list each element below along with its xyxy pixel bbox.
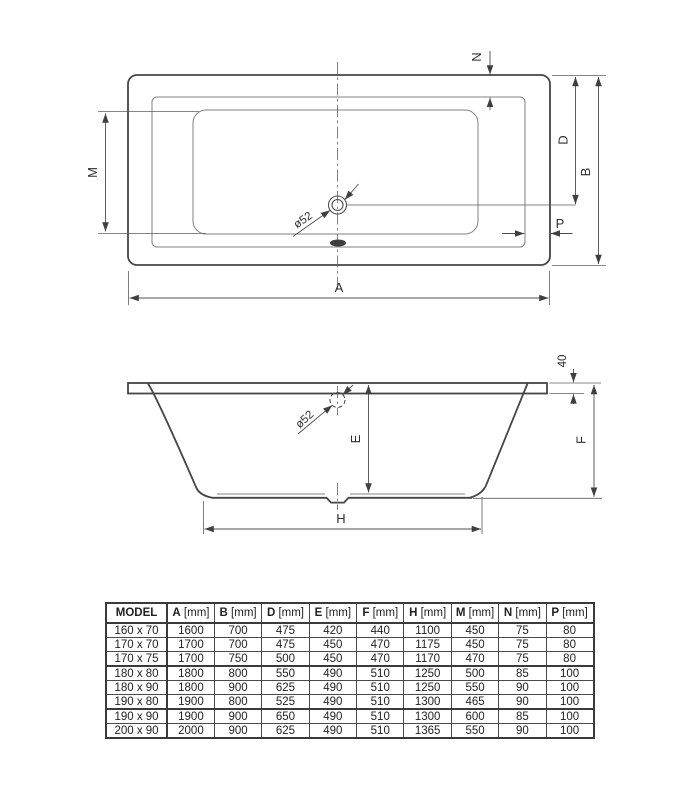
value-cell: 1170 [404,652,451,667]
value-cell: 750 [214,652,261,667]
dim-label-d: D [555,135,571,145]
table-row [106,652,594,667]
value-cell: 450 [451,623,498,638]
dim-label-h: H [336,511,346,526]
col-header-a: A [mm] [167,603,214,623]
value-cell: 700 [214,623,261,638]
value-cell: 490 [309,709,356,724]
table-row [106,724,594,739]
model-cell: 190 x 80 [106,695,167,710]
model-cell: 180 x 90 [106,681,167,695]
dim-label-f: F [573,436,589,444]
col-header-n: N [mm] [499,603,546,623]
value-cell: 420 [309,623,356,638]
value-cell: 75 [499,652,546,667]
col-header-b: B [mm] [214,603,261,623]
value-cell: 490 [309,681,356,695]
value-cell: 475 [262,638,309,652]
top-view [85,51,606,305]
model-cell: 170 x 70 [106,638,167,652]
value-cell: 510 [357,695,404,710]
value-cell: 440 [357,623,404,638]
value-cell: 1900 [167,695,214,710]
value-cell: 75 [499,623,546,638]
value-cell: 75 [499,638,546,652]
value-cell: 80 [546,638,593,652]
value-cell: 490 [309,724,356,739]
value-cell: 1800 [167,681,214,695]
value-cell: 100 [546,724,593,739]
dim-label-m: M [85,167,100,178]
left-wall [148,384,212,498]
dim-label-n: N [469,52,484,62]
value-cell: 900 [214,681,261,695]
col-header-m: M [mm] [451,603,498,623]
value-cell: 510 [357,724,404,739]
table-row [106,623,594,638]
tub-inner-rim [152,97,525,247]
value-cell: 490 [309,666,356,681]
value-cell: 1600 [167,623,214,638]
value-cell: 1250 [404,681,451,695]
value-cell: 1900 [167,709,214,724]
dim-F [473,385,602,498]
dim-D [556,77,576,204]
value-cell: 470 [357,652,404,667]
table-row [106,681,594,695]
dim-M [85,112,206,234]
value-cell: 450 [451,638,498,652]
value-cell: 450 [309,652,356,667]
value-cell: 1100 [404,623,451,638]
value-cell: 450 [309,638,356,652]
col-header-f: F [mm] [357,603,404,623]
value-cell: 800 [214,666,261,681]
value-cell: 80 [546,652,593,667]
value-cell: 1700 [167,638,214,652]
value-cell: 100 [546,695,593,710]
value-cell: 465 [451,695,498,710]
dim-E [348,385,369,493]
dim-drain-diameter [292,184,359,237]
value-cell: 1800 [167,666,214,681]
dim-label-a: A [334,280,344,295]
value-cell: 1300 [404,695,451,710]
value-cell: 90 [499,724,546,739]
value-cell: 500 [451,666,498,681]
value-cell: 1700 [167,652,214,667]
value-cell: 85 [499,666,546,681]
value-cell: 510 [357,681,404,695]
value-cell: 1250 [404,666,451,681]
tub-outer-rim [128,75,550,265]
value-cell: 800 [214,695,261,710]
table-header-row [106,603,594,623]
dim-P [502,216,573,234]
model-cell: 180 x 80 [106,666,167,681]
value-cell: 500 [262,652,309,667]
table-row [106,638,594,652]
value-cell: 490 [309,695,356,710]
value-cell: 470 [357,638,404,652]
value-cell: 550 [451,681,498,695]
col-header-h: H [mm] [404,603,451,623]
value-cell: 475 [262,623,309,638]
col-header-p: P [mm] [546,603,593,623]
value-cell: 510 [357,666,404,681]
drain-diameter-label: ø52 [291,209,315,232]
value-cell: 100 [546,709,593,724]
value-cell: 100 [546,666,593,681]
model-cell: 200 x 90 [106,724,167,739]
table-row [106,666,594,681]
value-cell: 625 [262,724,309,739]
value-cell: 650 [262,709,309,724]
value-cell: 550 [451,724,498,739]
drain [329,196,576,214]
tub-basin [193,110,478,234]
col-header-model: MODEL [106,603,167,623]
value-cell: 2000 [167,724,214,739]
value-cell: 600 [451,709,498,724]
overflow-slot [331,240,346,246]
value-cell: 90 [499,681,546,695]
value-cell: 510 [357,709,404,724]
value-cell: 90 [499,695,546,710]
value-cell: 900 [214,709,261,724]
value-cell: 1300 [404,709,451,724]
value-cell: 1365 [404,724,451,739]
value-cell: 550 [262,666,309,681]
value-cell: 80 [546,623,593,638]
value-cell: 525 [262,695,309,710]
value-cell: 1175 [404,638,451,652]
value-cell: 900 [214,724,261,739]
tub-bottom [212,498,472,503]
col-header-e: E [mm] [309,603,356,623]
model-cell: 170 x 75 [106,652,167,667]
dim-label-e: E [348,434,363,444]
value-cell: 100 [546,681,593,695]
value-cell: 625 [262,681,309,695]
side-view [128,355,602,534]
spec-table [105,602,595,739]
dim-label-b: B [578,167,593,177]
dim-N [469,51,490,110]
value-cell: 700 [214,638,261,652]
overflow-hole [294,385,353,434]
table-row [106,709,594,724]
overflow-diameter-label: ø52 [293,408,317,431]
table-row [106,695,594,710]
model-cell: 160 x 70 [106,623,167,638]
dim-B [552,76,606,266]
dim-label-p: P [555,216,565,231]
spec-table-container [105,602,595,739]
value-cell: 470 [451,652,498,667]
col-header-d: D [mm] [262,603,309,623]
right-wall [470,384,528,498]
value-cell: 85 [499,709,546,724]
dim-label-40: 40 [557,354,569,368]
dim-A [129,271,550,305]
model-cell: 190 x 90 [106,709,167,724]
dim-rim-40 [550,355,602,404]
